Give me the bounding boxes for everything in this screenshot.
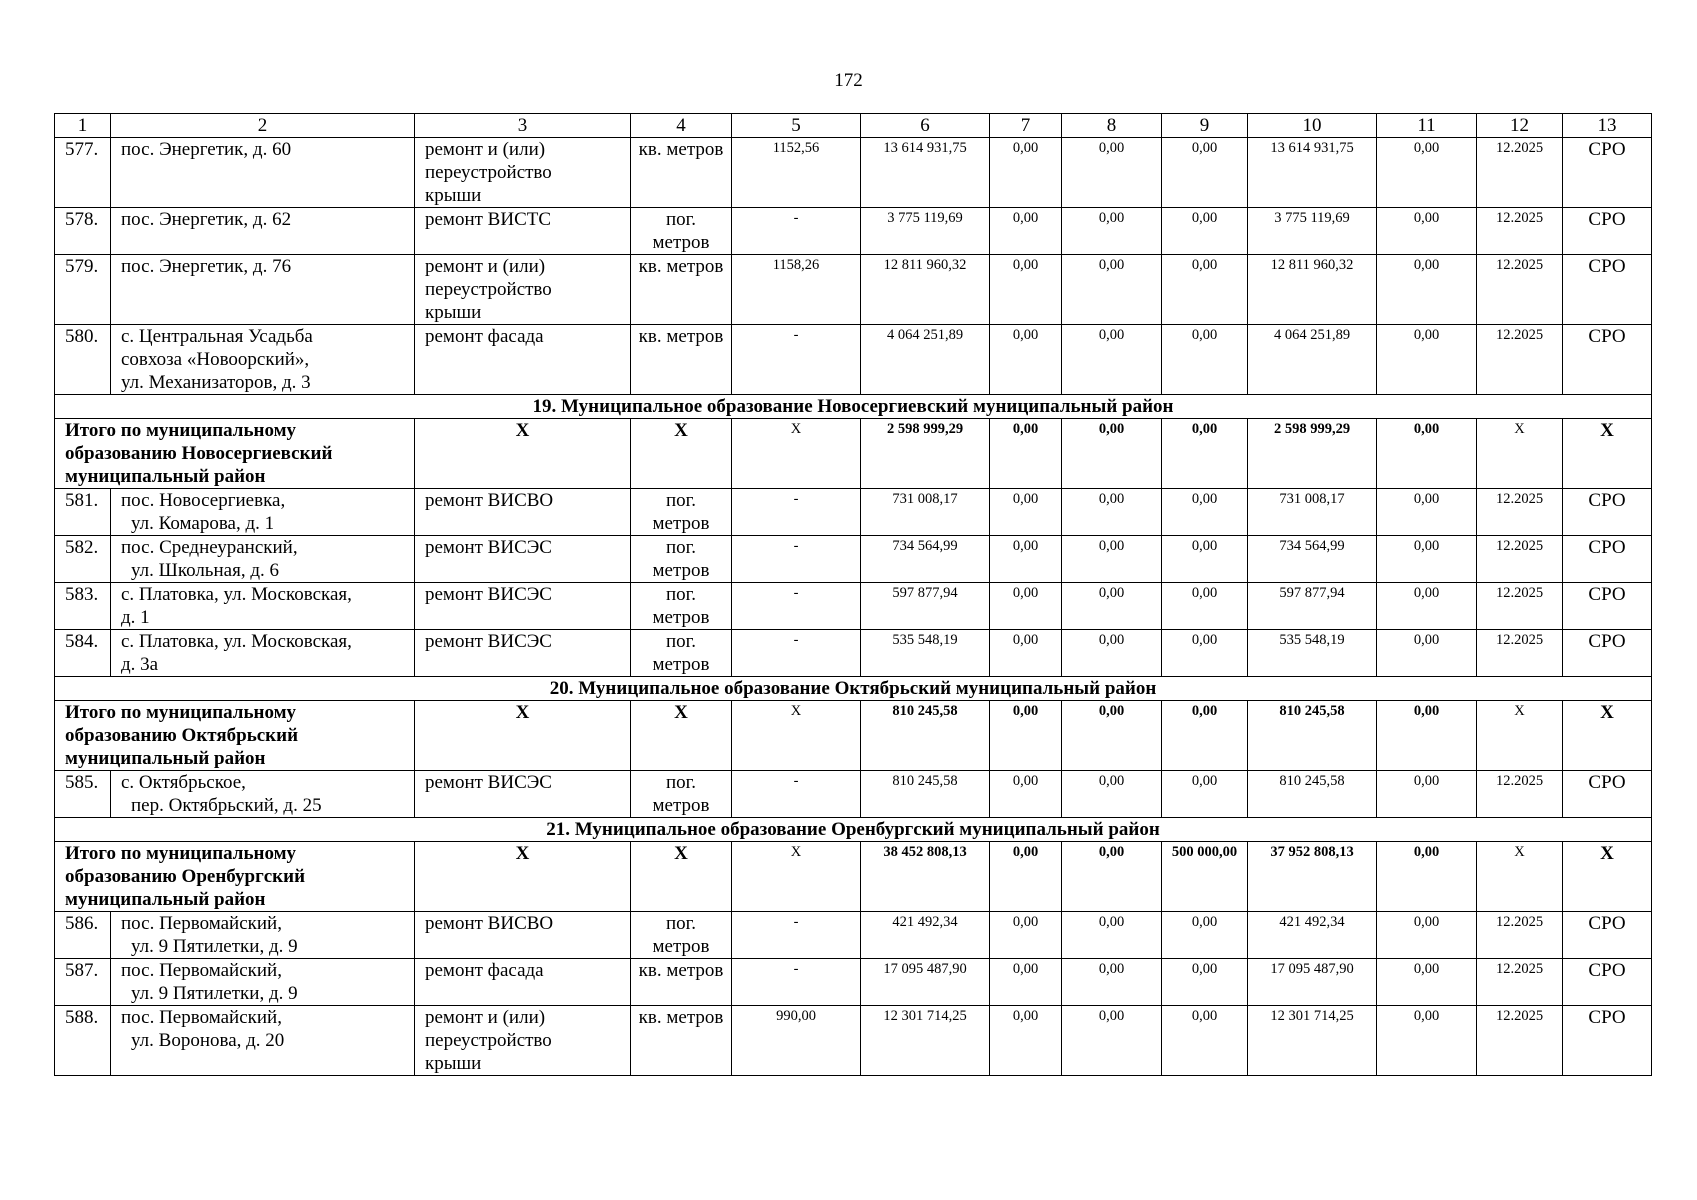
table-row (55, 138, 1652, 208)
total-value: 0,00 (990, 842, 1062, 912)
unit-line: пог. (665, 631, 697, 652)
row-number: 577. (55, 138, 111, 208)
row-number: 588. (55, 1006, 111, 1076)
source-cell: СРО (1563, 255, 1652, 325)
value-cell: 0,00 (990, 325, 1062, 395)
total-value: 38 452 808,13 (861, 842, 990, 912)
work-type-cell (415, 489, 631, 536)
work-type-line: переустройство (425, 162, 552, 183)
value-cell: 12.2025 (1477, 912, 1563, 959)
value-cell: 12.2025 (1477, 325, 1563, 395)
value-cell: 0,00 (1162, 255, 1248, 325)
value-cell: 0,00 (1377, 771, 1477, 818)
value-cell: 0,00 (1377, 912, 1477, 959)
value-cell: 0,00 (1162, 771, 1248, 818)
unit-line: метров (652, 513, 710, 534)
value-cell: 0,00 (1062, 912, 1162, 959)
unit-line: пог. (665, 584, 697, 605)
value-cell: 0,00 (1162, 959, 1248, 1006)
table-row (55, 325, 1652, 395)
value-cell: - (732, 325, 861, 395)
value-cell: 12.2025 (1477, 536, 1563, 583)
value-cell: 421 492,34 (1248, 912, 1377, 959)
value-cell: 0,00 (1162, 536, 1248, 583)
unit-line: пог. (665, 209, 697, 230)
value-cell: 0,00 (1162, 630, 1248, 677)
value-cell: 0,00 (1062, 489, 1162, 536)
value-cell: 0,00 (1377, 208, 1477, 255)
total-value: 810 245,58 (861, 701, 990, 771)
value-cell: 0,00 (990, 912, 1062, 959)
value-cell: 0,00 (1062, 138, 1162, 208)
unit-line: пог. (665, 772, 697, 793)
value-cell: 13 614 931,75 (1248, 138, 1377, 208)
address-cell (111, 255, 415, 325)
table-row (55, 630, 1652, 677)
unit-line: метров (652, 654, 710, 675)
total-row (55, 419, 1652, 489)
total-x-mark: X (1563, 701, 1652, 771)
value-cell: 734 564,99 (1248, 536, 1377, 583)
work-type-cell (415, 630, 631, 677)
value-cell: 0,00 (990, 630, 1062, 677)
total-value: 0,00 (1377, 419, 1477, 489)
total-row (55, 842, 1652, 912)
col-header: 1 (55, 114, 111, 138)
value-cell: 0,00 (990, 771, 1062, 818)
address-cell (111, 325, 415, 395)
unit-line: кв. метров (638, 326, 724, 347)
address-line: пос. Первомайский, (121, 1007, 282, 1028)
value-cell: 810 245,58 (861, 771, 990, 818)
source-cell: СРО (1563, 138, 1652, 208)
value-cell: 731 008,17 (1248, 489, 1377, 536)
value-cell: 12.2025 (1477, 630, 1563, 677)
table-row (55, 255, 1652, 325)
address-line: ул. Школьная, д. 6 (131, 560, 279, 581)
value-cell: 0,00 (1162, 583, 1248, 630)
table-row (55, 771, 1652, 818)
address-line: пос. Энергетик, д. 60 (121, 139, 292, 160)
source-cell: СРО (1563, 325, 1652, 395)
value-cell: 0,00 (1162, 138, 1248, 208)
col-header: 9 (1162, 114, 1248, 138)
value-cell: 0,00 (1062, 583, 1162, 630)
work-type-cell (415, 912, 631, 959)
unit-line: кв. метров (638, 1007, 724, 1028)
value-cell: 421 492,34 (861, 912, 990, 959)
value-cell: - (732, 771, 861, 818)
total-x-mark: X (415, 419, 631, 489)
address-line: пос. Энергетик, д. 76 (121, 256, 292, 277)
value-cell: 12.2025 (1477, 771, 1563, 818)
value-cell: 12.2025 (1477, 138, 1563, 208)
work-type-line: ремонт фасада (425, 326, 544, 347)
work-type-line: ремонт ВИСВО (425, 490, 554, 511)
address-line: ул. 9 Пятилетки, д. 9 (131, 936, 298, 957)
value-cell: 0,00 (990, 536, 1062, 583)
total-value: 810 245,58 (1248, 701, 1377, 771)
value-cell: 12.2025 (1477, 489, 1563, 536)
source-cell: СРО (1563, 912, 1652, 959)
table-row (55, 583, 1652, 630)
value-cell: 0,00 (990, 959, 1062, 1006)
row-number: 582. (55, 536, 111, 583)
value-cell: 597 877,94 (1248, 583, 1377, 630)
source-cell: СРО (1563, 536, 1652, 583)
source-cell: СРО (1563, 208, 1652, 255)
total-value: 0,00 (990, 419, 1062, 489)
work-type-line: ремонт ВИСЭС (425, 537, 552, 558)
work-type-cell (415, 208, 631, 255)
value-cell: 0,00 (990, 1006, 1062, 1076)
source-cell: СРО (1563, 630, 1652, 677)
value-cell: 0,00 (990, 208, 1062, 255)
total-x-mark: X (631, 842, 732, 912)
work-type-cell (415, 771, 631, 818)
section-title: 19. Муниципальное образование Новосергиевский муниципальный район (55, 395, 1652, 419)
address-line: ул. 9 Пятилетки, д. 9 (131, 983, 298, 1004)
total-x-mark: X (1563, 419, 1652, 489)
address-cell (111, 489, 415, 536)
value-cell: 0,00 (1162, 489, 1248, 536)
address-cell (111, 138, 415, 208)
work-type-line: крыши (425, 1053, 482, 1074)
address-line: д. 1 (121, 607, 150, 628)
total-value: 0,00 (990, 701, 1062, 771)
total-label-line: муниципальный район (65, 748, 266, 769)
column-number-row (55, 114, 1652, 138)
section-title: 20. Муниципальное образование Октябрьский муниципальный район (55, 677, 1652, 701)
address-cell (111, 583, 415, 630)
value-cell: 0,00 (1062, 771, 1162, 818)
value-cell: 1152,56 (732, 138, 861, 208)
work-type-line: ремонт ВИСТС (425, 209, 552, 230)
unit-line: пог. (665, 537, 697, 558)
total-label-line: Итого по муниципальному (65, 843, 297, 864)
total-x-mark: X (631, 419, 732, 489)
total-x-mark: X (415, 701, 631, 771)
row-number: 581. (55, 489, 111, 536)
table-row (55, 208, 1652, 255)
value-cell: 0,00 (1062, 1006, 1162, 1076)
value-cell: 0,00 (1162, 208, 1248, 255)
section-title: 21. Муниципальное образование Оренбургский муниципальный район (55, 818, 1652, 842)
value-cell: 12 811 960,32 (1248, 255, 1377, 325)
address-line: ул. Комарова, д. 1 (131, 513, 275, 534)
total-label-line: образованию Новосергиевский (65, 443, 333, 464)
total-x-mark: X (1477, 842, 1563, 912)
value-cell: - (732, 630, 861, 677)
capital-repair-table (54, 113, 1652, 1076)
value-cell: 12.2025 (1477, 959, 1563, 1006)
address-cell (111, 536, 415, 583)
total-x-mark: X (732, 842, 861, 912)
value-cell: - (732, 583, 861, 630)
total-label-line: образованию Октябрьский (65, 725, 299, 746)
row-number: 586. (55, 912, 111, 959)
work-type-line: переустройство (425, 1030, 552, 1051)
value-cell: 535 548,19 (861, 630, 990, 677)
value-cell: 4 064 251,89 (1248, 325, 1377, 395)
unit-cell (631, 583, 732, 630)
total-value: 0,00 (1062, 842, 1162, 912)
source-cell: СРО (1563, 489, 1652, 536)
source-cell: СРО (1563, 771, 1652, 818)
unit-line: метров (652, 795, 710, 816)
total-value: 0,00 (1162, 701, 1248, 771)
work-type-line: крыши (425, 185, 482, 206)
address-line: с. Центральная Усадьба (121, 326, 313, 347)
col-header: 6 (861, 114, 990, 138)
work-type-line: ремонт ВИСЭС (425, 584, 552, 605)
value-cell: 12.2025 (1477, 1006, 1563, 1076)
value-cell: - (732, 536, 861, 583)
row-number: 578. (55, 208, 111, 255)
address-line: пос. Первомайский, (121, 960, 282, 981)
address-line: пер. Октябрьский, д. 25 (131, 795, 322, 816)
address-line: с. Октябрьское, (121, 772, 246, 793)
work-type-line: ремонт ВИСВО (425, 913, 554, 934)
value-cell: 731 008,17 (861, 489, 990, 536)
unit-line: кв. метров (638, 960, 724, 981)
total-x-mark: X (732, 419, 861, 489)
address-line: ул. Воронова, д. 20 (131, 1030, 285, 1051)
col-header: 11 (1377, 114, 1477, 138)
work-type-line: ремонт и (или) (425, 1007, 546, 1028)
unit-line: пог. (665, 913, 697, 934)
total-value: 500 000,00 (1162, 842, 1248, 912)
unit-line: кв. метров (638, 256, 724, 277)
value-cell: 0,00 (1377, 138, 1477, 208)
row-number: 587. (55, 959, 111, 1006)
work-type-line: ремонт фасада (425, 960, 544, 981)
total-label (55, 419, 415, 489)
source-cell: СРО (1563, 1006, 1652, 1076)
total-x-mark: X (1477, 701, 1563, 771)
col-header: 5 (732, 114, 861, 138)
unit-cell (631, 489, 732, 536)
total-row (55, 701, 1652, 771)
work-type-cell (415, 255, 631, 325)
value-cell: 0,00 (990, 255, 1062, 325)
source-cell: СРО (1563, 583, 1652, 630)
total-label-line: Итого по муниципальному (65, 702, 297, 723)
address-line: пос. Энергетик, д. 62 (121, 209, 292, 230)
value-cell: 0,00 (1377, 630, 1477, 677)
value-cell: 12.2025 (1477, 255, 1563, 325)
section-heading-row (55, 677, 1652, 701)
value-cell: - (732, 208, 861, 255)
row-number: 583. (55, 583, 111, 630)
value-cell: 0,00 (1062, 325, 1162, 395)
value-cell: 0,00 (1062, 208, 1162, 255)
value-cell: 0,00 (1377, 489, 1477, 536)
value-cell: 17 095 487,90 (1248, 959, 1377, 1006)
total-x-mark: X (732, 701, 861, 771)
value-cell: - (732, 489, 861, 536)
unit-line: метров (652, 936, 710, 957)
value-cell: - (732, 912, 861, 959)
total-value: 0,00 (1162, 419, 1248, 489)
table-row (55, 959, 1652, 1006)
total-x-mark: X (415, 842, 631, 912)
address-line: пос. Первомайский, (121, 913, 282, 934)
address-cell (111, 912, 415, 959)
work-type-cell (415, 325, 631, 395)
value-cell: 0,00 (1062, 536, 1162, 583)
address-line: пос. Новосергиевка, (121, 490, 286, 511)
unit-cell (631, 630, 732, 677)
source-cell: СРО (1563, 959, 1652, 1006)
value-cell: 4 064 251,89 (861, 325, 990, 395)
row-number: 580. (55, 325, 111, 395)
value-cell: 535 548,19 (1248, 630, 1377, 677)
address-cell (111, 630, 415, 677)
value-cell: 12 301 714,25 (861, 1006, 990, 1076)
value-cell: 0,00 (990, 489, 1062, 536)
unit-cell (631, 208, 732, 255)
work-type-cell (415, 583, 631, 630)
work-type-line: ремонт и (или) (425, 139, 546, 160)
value-cell: 0,00 (1377, 959, 1477, 1006)
value-cell: 0,00 (1377, 1006, 1477, 1076)
value-cell: 0,00 (1377, 536, 1477, 583)
table-row (55, 912, 1652, 959)
work-type-line: ремонт и (или) (425, 256, 546, 277)
value-cell: 0,00 (990, 583, 1062, 630)
unit-line: пог. (665, 490, 697, 511)
total-value: 37 952 808,13 (1248, 842, 1377, 912)
col-header: 12 (1477, 114, 1563, 138)
col-header: 10 (1248, 114, 1377, 138)
value-cell: - (732, 959, 861, 1006)
unit-cell (631, 771, 732, 818)
address-cell (111, 208, 415, 255)
total-label-line: образованию Оренбургский (65, 866, 306, 887)
work-type-line: ремонт ВИСЭС (425, 631, 552, 652)
table-row (55, 1006, 1652, 1076)
value-cell: 734 564,99 (861, 536, 990, 583)
value-cell: 13 614 931,75 (861, 138, 990, 208)
table-row (55, 536, 1652, 583)
address-line: совхоза «Новоорский», (121, 349, 310, 370)
address-line: с. Платовка, ул. Московская, (121, 631, 352, 652)
work-type-line: ремонт ВИСЭС (425, 772, 552, 793)
col-header: 2 (111, 114, 415, 138)
value-cell: 0,00 (1162, 1006, 1248, 1076)
value-cell: 0,00 (1062, 255, 1162, 325)
col-header: 8 (1062, 114, 1162, 138)
col-header: 4 (631, 114, 732, 138)
value-cell: 12.2025 (1477, 208, 1563, 255)
work-type-cell (415, 138, 631, 208)
unit-cell (631, 536, 732, 583)
unit-line: метров (652, 560, 710, 581)
col-header: 3 (415, 114, 631, 138)
value-cell: 0,00 (990, 138, 1062, 208)
row-number: 585. (55, 771, 111, 818)
total-value: 0,00 (1062, 701, 1162, 771)
address-cell (111, 959, 415, 1006)
value-cell: 0,00 (1162, 912, 1248, 959)
value-cell: 1158,26 (732, 255, 861, 325)
unit-cell (631, 138, 732, 208)
total-x-mark: X (631, 701, 732, 771)
address-line: пос. Среднеуранский, (121, 537, 298, 558)
value-cell: 0,00 (1062, 630, 1162, 677)
total-value: 0,00 (1377, 701, 1477, 771)
total-value: 2 598 999,29 (861, 419, 990, 489)
work-type-cell (415, 536, 631, 583)
value-cell: 0,00 (1162, 325, 1248, 395)
unit-cell (631, 912, 732, 959)
work-type-line: крыши (425, 302, 482, 323)
section-heading-row (55, 395, 1652, 419)
value-cell: 0,00 (1377, 583, 1477, 630)
col-header: 13 (1563, 114, 1652, 138)
total-value: 2 598 999,29 (1248, 419, 1377, 489)
total-label-line: Итого по муниципальному (65, 420, 297, 441)
value-cell: 12.2025 (1477, 583, 1563, 630)
table-row (55, 489, 1652, 536)
value-cell: 12 301 714,25 (1248, 1006, 1377, 1076)
unit-line: метров (652, 232, 710, 253)
address-line: с. Платовка, ул. Московская, (121, 584, 352, 605)
value-cell: 0,00 (1377, 255, 1477, 325)
row-number: 579. (55, 255, 111, 325)
page-number: 172 (834, 70, 863, 91)
section-heading-row (55, 818, 1652, 842)
value-cell: 3 775 119,69 (861, 208, 990, 255)
unit-cell (631, 1006, 732, 1076)
total-x-mark: X (1563, 842, 1652, 912)
work-type-line: переустройство (425, 279, 552, 300)
value-cell: 597 877,94 (861, 583, 990, 630)
value-cell: 12 811 960,32 (861, 255, 990, 325)
value-cell: 810 245,58 (1248, 771, 1377, 818)
total-label-line: муниципальный район (65, 889, 266, 910)
total-label-line: муниципальный район (65, 466, 266, 487)
total-label (55, 701, 415, 771)
value-cell: 3 775 119,69 (1248, 208, 1377, 255)
row-number: 584. (55, 630, 111, 677)
unit-line: кв. метров (638, 139, 724, 160)
total-value: 0,00 (1377, 842, 1477, 912)
value-cell: 990,00 (732, 1006, 861, 1076)
total-value: 0,00 (1062, 419, 1162, 489)
unit-line: метров (652, 607, 710, 628)
col-header: 7 (990, 114, 1062, 138)
value-cell: 0,00 (1377, 325, 1477, 395)
value-cell: 17 095 487,90 (861, 959, 990, 1006)
unit-cell (631, 325, 732, 395)
address-line: д. 3а (121, 654, 159, 675)
address-cell (111, 1006, 415, 1076)
work-type-cell (415, 1006, 631, 1076)
address-cell (111, 771, 415, 818)
work-type-cell (415, 959, 631, 1006)
address-line: ул. Механизаторов, д. 3 (121, 372, 311, 393)
unit-cell (631, 959, 732, 1006)
value-cell: 0,00 (1062, 959, 1162, 1006)
total-label (55, 842, 415, 912)
unit-cell (631, 255, 732, 325)
total-x-mark: X (1477, 419, 1563, 489)
